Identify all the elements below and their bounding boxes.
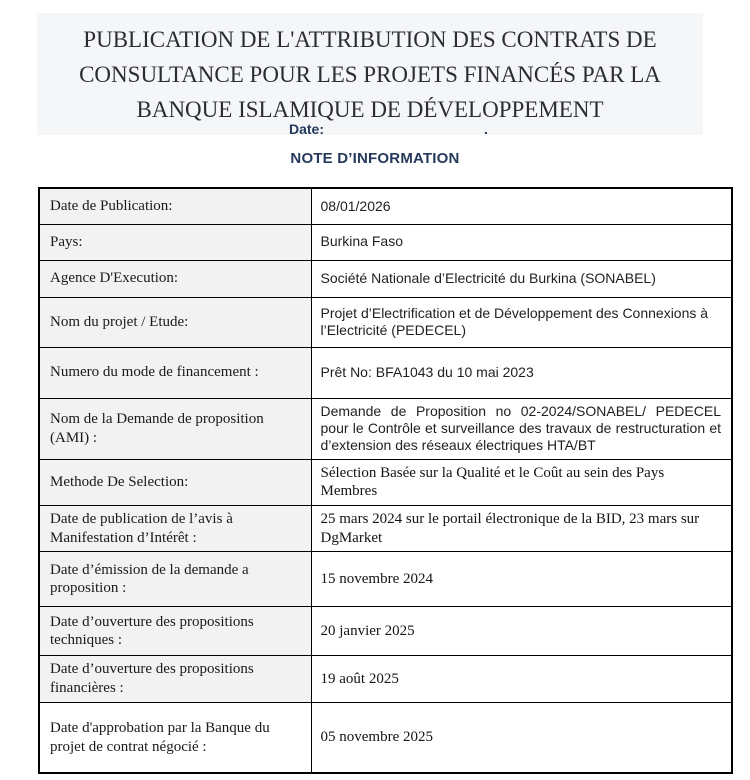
row-label: Numero du mode de financement : (39, 347, 311, 398)
row-value: 25 mars 2024 sur le portail électronique de la BID, 23 mars sur DgMarket (311, 505, 732, 552)
row-value: 15 novembre 2024 (311, 552, 732, 607)
row-label: Agence D'Execution: (39, 260, 311, 297)
table-row (39, 656, 732, 703)
table-row (39, 505, 732, 552)
row-value: 05 novembre 2025 (311, 702, 732, 773)
row-label: Pays: (39, 224, 311, 260)
document-title (37, 13, 703, 135)
row-label: Nom de la Demande de proposition (AMI) : (39, 398, 311, 459)
row-label: Date d'approbation par la Banque du projet de contrat négocié : (39, 702, 311, 773)
table-row (39, 552, 732, 607)
row-label: Nom du projet / Etude: (39, 297, 311, 347)
table-row (39, 188, 732, 224)
table-row (39, 459, 732, 505)
date-label: Date: (289, 121, 325, 137)
row-value: Prêt No: BFA1043 du 10 mai 2023 (311, 347, 732, 398)
row-label: Date de publication de l’avis à Manifestation d’Intérêt : (39, 505, 311, 552)
title-line-1: PUBLICATION DE L'ATTRIBUTION DES CONTRATS DE (83, 27, 657, 52)
note-information-heading: NOTE D’INFORMATION (290, 150, 460, 167)
table-row (39, 702, 732, 773)
title-line-2: CONSULTANCE POUR LES PROJETS FINANCÉS PAR LA (79, 62, 661, 87)
table-row (39, 224, 732, 260)
row-value: Société Nationale d’Electricité du Burkina (SONABEL) (311, 260, 732, 297)
row-value: Sélection Basée sur la Qualité et le Coût au sein des Pays Membres (311, 459, 732, 505)
date-line (289, 121, 488, 139)
row-label: Date d’émission de la demande a proposition : (39, 552, 311, 607)
table-row (39, 607, 732, 656)
table-row (39, 398, 732, 459)
row-value: 19 août 2025 (311, 656, 732, 703)
row-value: 08/01/2026 (311, 188, 732, 224)
row-value: Projet d’Electrification et de Développement des Connexions à l’Electricité (PEDECEL) (311, 297, 732, 347)
row-label: Date d’ouverture des propositions financières : (39, 656, 311, 703)
date-period: . (484, 121, 488, 137)
information-table (38, 187, 733, 774)
row-value: 20 janvier 2025 (311, 607, 732, 656)
title-line-3: BANQUE ISLAMIQUE DE DÉVELOPPEMENT (136, 97, 604, 122)
row-label: Methode De Selection: (39, 459, 311, 505)
table-row (39, 260, 732, 297)
table-row (39, 297, 732, 347)
row-label: Date de Publication: (39, 188, 311, 224)
row-value: Demande de Proposition no 02-2024/SONABEL/ PEDECEL pour le Contrôle et surveillance des travaux de restructuration et d’extension des réseaux électriques HTA/BT (311, 398, 732, 459)
row-value: Burkina Faso (311, 224, 732, 260)
table-row (39, 347, 732, 398)
row-label: Date d’ouverture des propositions techniques : (39, 607, 311, 656)
